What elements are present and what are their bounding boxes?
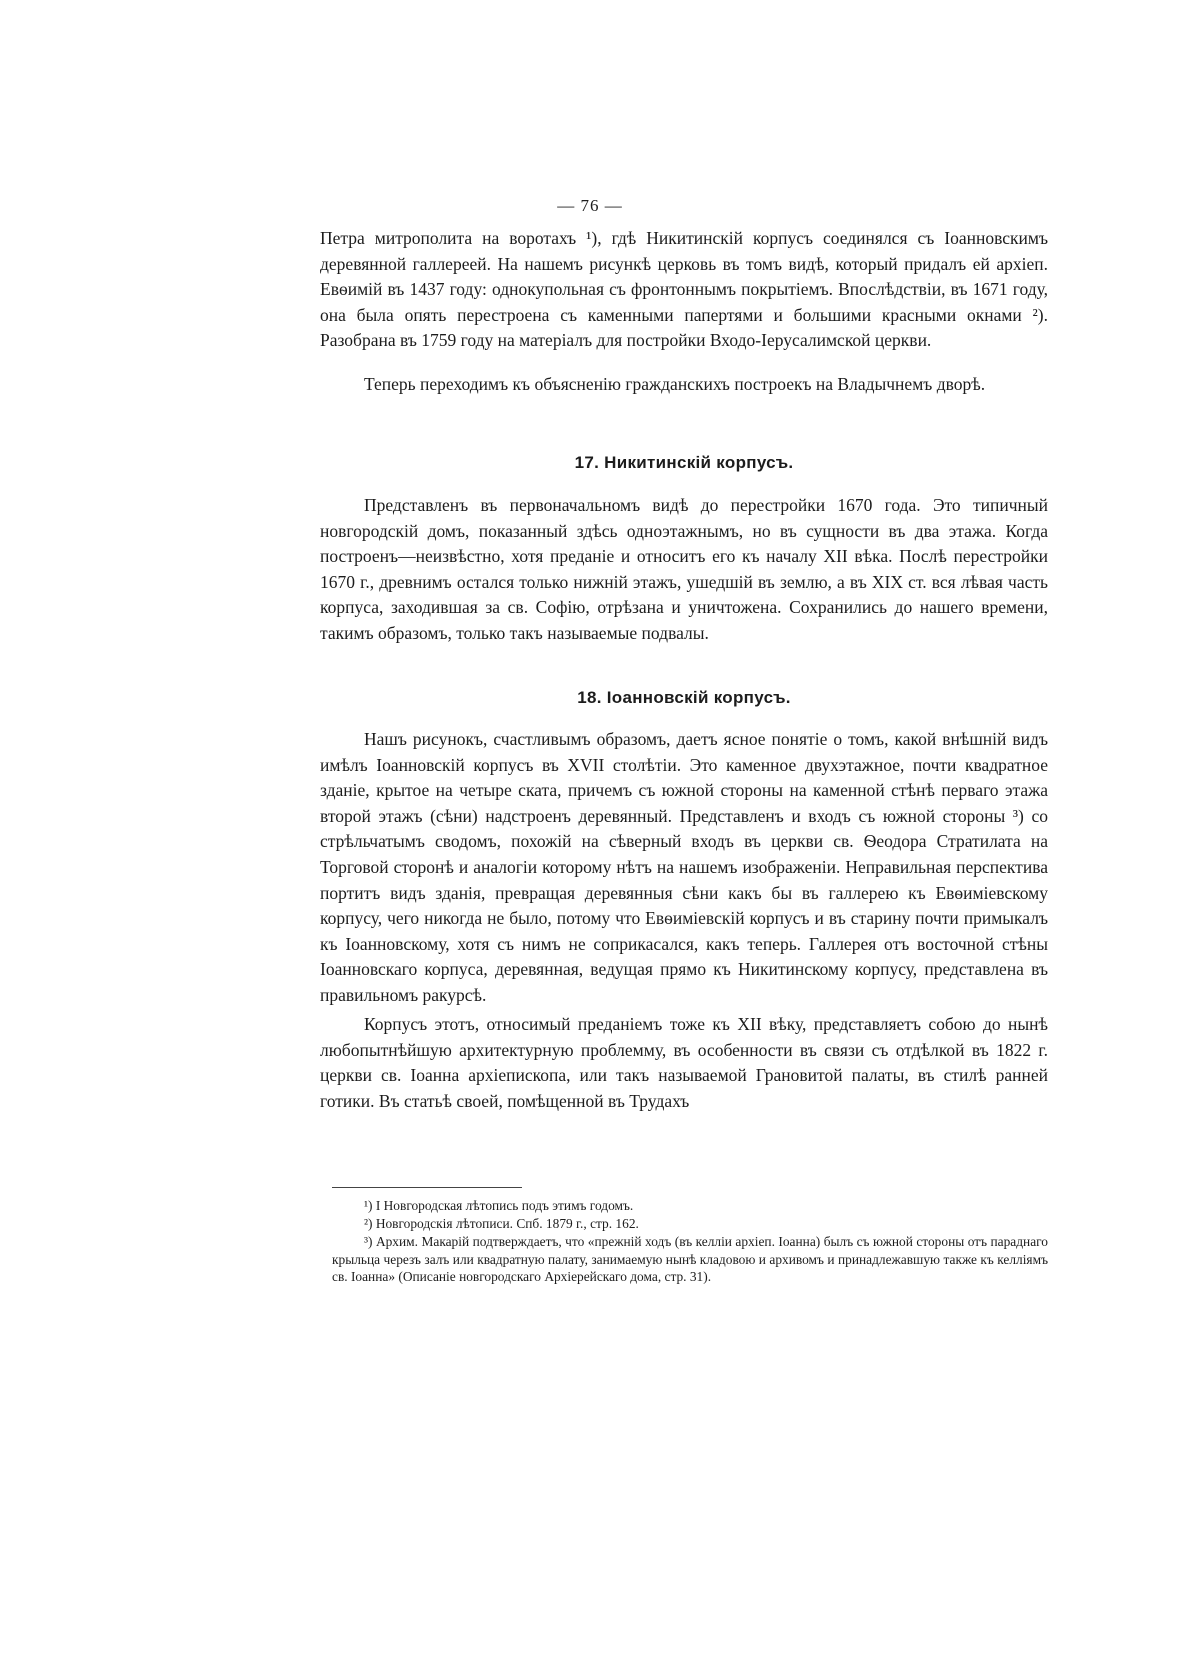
page-number: — 76 — <box>557 196 623 215</box>
footnote-1: ¹) I Новгородская лѣтопись подъ этимъ годомъ. <box>364 1198 634 1213</box>
section-heading-17: 17. Никитинскій корпусъ. <box>574 453 794 472</box>
paragraph-church-description: Петра митрополита на воротахъ ¹), гдѣ Никитинскій корпусъ соединялся съ Іоанновскимъ деревянной галлереей. На нашемъ рисункѣ церковь въ томъ видѣ, который придалъ ей архіеп. Евѳимій въ 1437 году: однокупольная съ фронтоннымъ покрытіемъ. Впослѣдствіи, въ 1671 году, она была опять перестроена съ каменными папертями и большими красными окнами ²). Разобрана въ 1759 году на матеріалъ для постройки Входо-Іерусалимской церкви. <box>320 228 1048 351</box>
section-heading-18: 18. Іоанновскій корпусъ. <box>577 688 791 707</box>
paragraph-ioannovsky-problem: Корпусъ этотъ, относимый преданіемъ тоже къ XII вѣку, представляетъ собою до нынѣ любопытнѣйшую архитектурную проблемму, въ особенности въ связи съ отдѣлкой въ 1822 г. церкви св. Іоанна архіепископа, или такъ называемой Грановитой палаты, въ стилѣ ранней готики. Въ статьѣ своей, помѣщенной въ Трудахъ <box>320 1014 1048 1111</box>
footnote-divider <box>332 1187 522 1188</box>
footnote-3: ³) Архим. Макарій подтверждаетъ, что «прежній ходъ (въ келліи архіеп. Іоанна) былъ съ южной стороны отъ параднаго крыльца черезъ залъ или квадратную палату, занимаемую нынѣ кладовою и архивомъ и принадлежавшую также къ келліямъ св. Іоанна» (Описаніе новгородскаго Архіерейскаго дома, стр. 31). <box>332 1234 1048 1284</box>
paragraph-nikitinsky-building: Представленъ въ первоначальномъ видѣ до перестройки 1670 года. Это типичный новгородскій домъ, показанный здѣсь одноэтажнымъ, но въ сущности въ два этажа. Когда построенъ—неизвѣстно, хотя преданіе и относитъ его къ началу XII вѣка. Послѣ перестройки 1670 г., древнимъ остался только нижній этажъ, ушедшій въ землю, а въ XIX ст. вся лѣвая часть корпуса, заходившая за св. Софію, отрѣзана и уничтожена. Сохранились до нашего времени, такимъ образомъ, только такъ называемые подвалы. <box>320 495 1048 643</box>
paragraph-ioannovsky-building: Нашъ рисунокъ, счастливымъ образомъ, даетъ ясное понятіе о томъ, какой внѣшній видъ имѣлъ Іоанновскій корпусъ въ XVII столѣтіи. Это каменное двухэтажное, почти квадратное зданіе, крытое на четыре ската, причемъ съ южной стороны на каменной стѣнѣ перваго этажа второй этажъ (сѣни) надстроенъ деревянный. Представленъ и входъ съ южной стороны ³) со стрѣльчатымъ сводомъ, похожій на сѣверный входъ въ церкви св. Ѳеодора Стратилата на Торговой сторонѣ и аналогіи которому нѣтъ на нашемъ изображеніи. Неправильная перспектива портитъ видъ зданія, превращая деревянныя сѣни какъ бы въ галлерею къ Евѳиміевскому корпусу, чего никогда не было, потому что Евѳиміевскій корпусъ и въ старину почти примыкалъ къ Іоанновскому, хотя съ нимъ не соприкасался, какъ теперь. Галлерея отъ восточной стѣны Іоанновскаго корпуса, деревянная, ведущая прямо къ Никитинскому корпусу, представлена въ правильномъ ракурсѣ. <box>320 729 1048 1005</box>
paragraph-transition: Теперь переходимъ къ объясненію гражданскихъ построекъ на Владычнемъ дворѣ. <box>364 374 986 394</box>
footnote-2: ²) Новгородскія лѣтописи. Спб. 1879 г., стр. 162. <box>364 1216 639 1231</box>
